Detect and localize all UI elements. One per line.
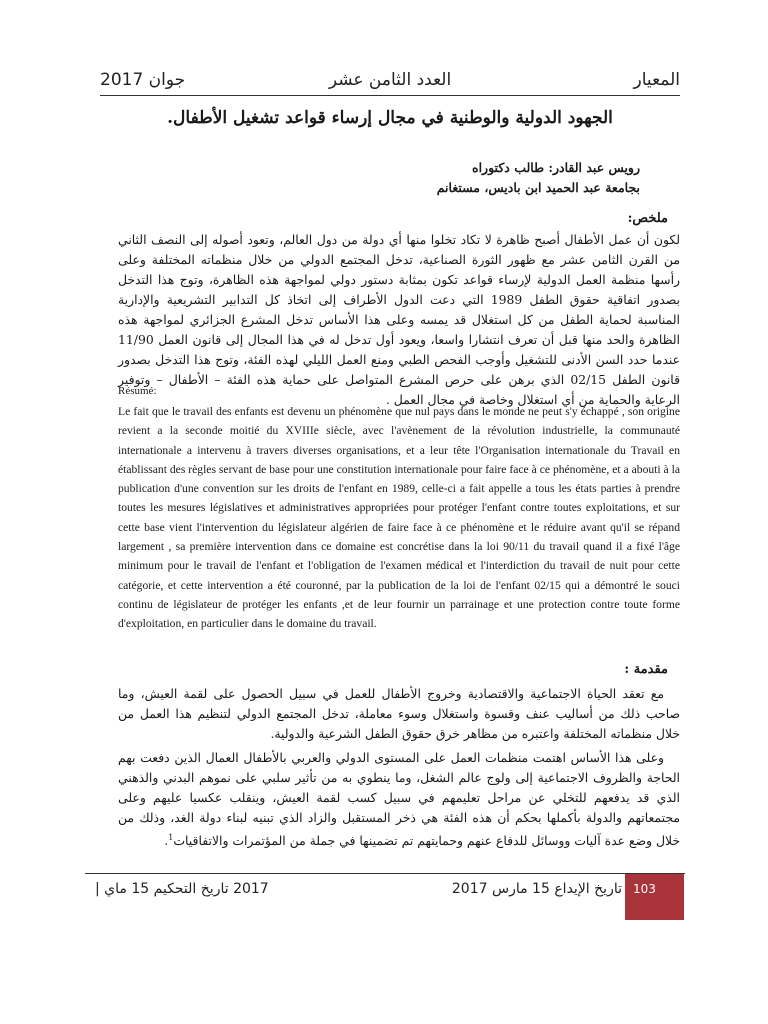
footer-submission-date: تاريخ الإيداع 15 مارس 2017 bbox=[451, 881, 622, 897]
page-number-box bbox=[625, 874, 684, 920]
resume-text: Le fait que le travail des enfants est devenu un phénomène que nul pays dans le monde ne peut s'y échappé , son origine revient a la seconde moitié du XVIIIe siècle, avec l'avènement de la révolution industrielle, la communauté internationale a intervenu à travers diverses organisations, et a leur tête l'Organisation internationale du Travail en établissant des règles servant de base pour une constitution internationale pour faire face à ce phénomène, et a abouti à la publication d'une convention sur les droits de l'enfant en 1989, celle-ci a fait appelle a tous les états parties à prendre toutes les mesures législatives et administratives appropriées pour protéger l'enfant contre toutes exploitations, et sur cette base vient l'intervention du législateur algérien de faire face à ce phénomène et le réduire avant qu'il se répand largement , sa première intervention dans ce domaine est concrétise dans la loi 90/11 du travail quand il a fixé l'âge minimum pour le travail de l'enfant et l'obligation de l'examen médical et l'interdiction du travail de nuit pour cette catégorie, et cette intervention a été couronné, par la publication de la loi de l'enfant 02/15 qui a démontré le souci continu de législateur de protéger les enfants ,et de leur fournir un parrainage et une protection contre toute forme d'exploitation, en particulier dans le domaine du travail. bbox=[118, 405, 680, 631]
running-header bbox=[100, 70, 680, 96]
author-block bbox=[240, 158, 640, 198]
abstract-ar-text: لكون أن عمل الأطفال أصبح ظاهرة لا تكاد تخلوا منها أي دولة من دول العالم، وتعود أصوله إلى النصف الثاني من القرن الثامن عشر مع ظهور الثورة الصناعية، تدخل المجتمع الدولي من خلال منظماته المختلفة وعلى رأسها منظمة العمل الدولية لإرساء قواعد تكون بمثابة دستور دولي لمواجهة هذه الظاهرة، وتوج هذا التدخل بصدور اتفاقية حقوق الطفل 1989 التي دعت الدول الأطراف إلى اتخاذ كل التدابير التشريعية والإدارية المناسبة لحماية الطفل من كل استغلال قد يمسه وعلى هذا الأساس تدخل المشرع الجزائري لمواجهة هذه الظاهرة والحد منها قبل أن تعرف انتشارا واسعا، ويعود أول تدخل له في هذا المجال إلى قانون العمل 11/90 عندما حدد السن الأدنى للتشغيل وأوجب الفحص الطبي ومنع العمل الليلي لهذه الفئة، وتوج هذا التدخل بصدور قانون الطفل 02/15 الذي برهن على حرص المشرع المتواصل على حماية هذه الفئة – الأطفال – وتوفير الرعاية والحماية من أي استغلال وخاصة في مجال العمل . bbox=[118, 232, 680, 407]
article-title: الجهود الدولية والوطنية في مجال إرساء قواعد تشغيل الأطفال. bbox=[167, 108, 613, 128]
intro-paragraph-2: وعلى هذا الأساس اهتمت منظمات العمل على المستوى الدولي والعربي بالأطفال العمال الذين دفعت بهم الحاجة والظروف الاجتماعية إلى ولوج عالم الشغل، وما ينطوي به من تأثير سلبي على نموهم البدني والذهني الذي قد يدفعهم للتخلي عن مراحل تعليمهم في سبيل كسب لقمة العيش، وينقلب عكسيا عليهم وعلى مجتمعاتهم والدولة بأكملها بحكم أن هذه الفئة هي ذخر المستقبل والزاد الذي تبنيه لبناء دولة الغد، وذلك من خلال وضع عدة آليات ووسائل للدفاع عنهم وحمايتهم تم تضمينها في جملة من المؤتمرات والاتفاقيات$^1$. bbox=[118, 750, 680, 849]
author-name: رويس عبد القادر: طالب دكتوراه bbox=[472, 160, 640, 175]
footer-rule bbox=[85, 873, 685, 874]
page-number: 103 bbox=[633, 882, 656, 896]
footnote-ref[interactable]: 1 bbox=[168, 833, 174, 842]
header-issue: العدد الثامن عشر bbox=[328, 70, 452, 90]
intro-label: مقدمة : bbox=[624, 662, 668, 677]
intro-paragraph-2-text: وعلى هذا الأساس اهتمت منظمات العمل على المستوى الدولي والعربي بالأطفال العمال الذين دفعت بهم الحاجة والظروف الاجتماعية إلى ولوج عالم الشغل، وما ينطوي به من تأثير سلبي على نموهم البدني والذهني الذي قد يدفعهم للتخلي عن مراحل تعليمهم في سبيل كسب لقمة العيش، وينقلب عكسيا عليهم وعلى مجتمعاتهم والدولة بأكملها بحكم أن هذه الفئة هي ذخر المستقبل والزاد الذي تبنيه لبناء دولة الغد، وذلك من خلال وضع عدة آليات ووسائل للدفاع عنهم وحمايتهم تم تضمينها في جملة من المؤتمرات والاتفاقيات bbox=[118, 750, 680, 849]
header-rule bbox=[100, 95, 680, 96]
abstract-ar-label: ملخص: bbox=[627, 211, 668, 226]
header-journal-name: المعيار bbox=[633, 70, 680, 90]
author-affiliation: بجامعة عبد الحميد ابن باديس، مستغانم bbox=[436, 180, 640, 195]
header-date: جوان 2017 bbox=[100, 70, 186, 90]
resume-label: Résumé: bbox=[118, 385, 157, 397]
intro-paragraph-1: مع تعقد الحياة الاجتماعية والاقتصادية وخروج الأطفال للعمل في سبيل الحصول على لقمة العيش، وما صاحب ذلك من أساليب عنف وقسوة واستغلال وسوء معاملة، تدخل المجتمع الدولي لتنظيم هذا العمل من خلال منظماته المختلفة واعتبره من مظاهر خرق حقوق الطفل الشرعية والدولية. bbox=[118, 686, 680, 741]
footer-review-date: 2017 تاريخ التحكيم 15 ماي | bbox=[95, 881, 269, 897]
